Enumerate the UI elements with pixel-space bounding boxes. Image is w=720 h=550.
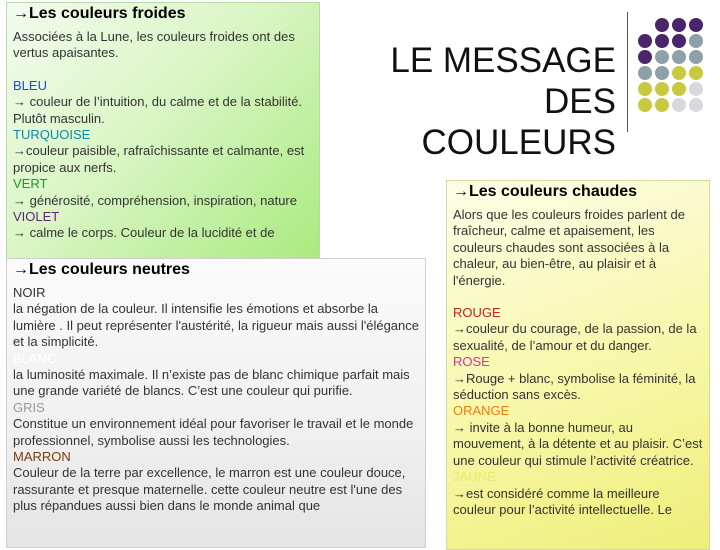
color-description-noir: la négation de la couleur. Il intensifie les émotions et absorbe la lumière . Il peut représenter l'austérité, la rigueur mais aussi l'élégance et la simplicité. [13,301,419,350]
neutral-item-brown [13,449,419,515]
color-name-rouge: ROUGE [453,305,501,321]
title-divider [627,12,628,132]
color-description-vert: → générosité, compréhension, inspiration, nature [13,192,297,208]
dot-icon [689,34,703,48]
dot-icon [638,34,652,48]
color-description-jaune: →est considéré comme la meilleure couleur pour l’activité intellectuelle. Le [453,485,672,517]
warm-item-pink [453,354,703,403]
dot-icon [689,50,703,64]
cold-item-violet [13,209,313,242]
warm-item-orange [453,403,703,469]
warm-colors-box [446,180,710,550]
color-description-gris: Constitue un environnement idéal pour favoriser le travail et le monde professionnel, symbolise aussi les technologies. [13,416,414,448]
color-name-noir: NOIR [13,285,46,300]
dot-icon [655,66,669,80]
color-name-turquoise: TURQUOISE [13,127,91,143]
color-name-jaune: JAUNE [453,469,496,485]
color-name-gris: GRIS [13,399,45,415]
page-title [320,40,616,163]
dot-icon [672,34,686,48]
dot-icon [689,98,703,112]
dot-icon [638,66,652,80]
warm-item-red [453,305,703,354]
dot-icon [672,98,686,112]
dot-icon [672,50,686,64]
neutral-item-black [13,285,419,351]
cold-colors-box [6,2,320,272]
dot-icon [689,66,703,80]
warm-colors-heading: →Les couleurs chaudes [453,183,638,200]
dot-icon [638,98,652,112]
color-name-vert: VERT [13,176,48,192]
dot-icon [689,82,703,96]
neutral-item-white [13,351,419,400]
dot-icon [672,82,686,96]
neutral-colors-box [6,258,426,548]
dot-icon [638,82,652,96]
cold-item-green [13,176,313,209]
dot-icon [655,34,669,48]
decorative-dot-grid [638,18,718,114]
color-name-bleu: BLEU [13,77,47,93]
color-name-orange: ORANGE [453,403,510,419]
dot-icon [638,50,652,64]
color-description-orange: → invite à la bonne humeur, au mouvement, à la détente et au plaisir. C’est une couleur qui stimule l’activité créatrice. [453,419,703,468]
page-title-line2: COULEURS [421,123,616,162]
dot-icon [655,98,669,112]
neutral-colors-heading: →Les couleurs neutres [13,261,190,278]
cold-colors-intro: Associées à la Lune, les couleurs froides ont des vertus apaisantes. [13,29,295,61]
dot-icon [655,18,669,32]
color-name-violet: VIOLET [13,209,60,225]
page-title-line1: LE MESSAGE DES [390,41,616,121]
warm-colors-intro: Alors que les couleurs froides parlent de fraîcheur, calme et apaisement, les couleurs chaudes sont associées à la chaleur, au bien-être, au plaisir et à l'énergie. [453,207,685,288]
color-name-rose: ROSE [453,354,490,370]
color-description-blanc: la luminosité maximale. Il n’existe pas de blanc chimique parfait mais une grande variété de blancs. C’est une couleur qui purifie. [13,367,410,399]
color-description-turquoise: →couleur paisible, rafraîchissante et calmante, est propice aux nerfs. [13,143,305,175]
color-description-rouge: →couleur du courage, de la passion, de la sexualité, de l’amour et du danger. [453,321,697,353]
dot-icon [655,82,669,96]
color-description-violet: → calme le corps. Couleur de la lucidité et de [13,225,275,241]
cold-item-blue [13,78,313,127]
cold-colors-heading: →Les couleurs froides [13,5,186,22]
color-name-marron: MARRON [13,449,71,465]
neutral-item-gray [13,400,419,449]
dot-icon [689,18,703,32]
cold-item-turquoise [13,127,313,176]
color-description-rose: →Rouge + blanc, symbolise la féminité, la séduction sans excès. [453,370,696,403]
color-name-blanc: BLANC [13,350,57,366]
dot-icon [655,50,669,64]
dot-icon [672,18,686,32]
warm-item-yellow [453,469,703,518]
color-description-bleu: → couleur de l’intuition, du calme et de la stabilité. Plutôt masculin. [13,94,303,126]
color-description-marron: Couleur de la terre par excellence, le marron est une couleur douce, rassurante et presque maternelle. cette couleur neutre est l'une des plus répandues aussi bien dans le monde animal que [13,465,406,514]
dot-icon [672,66,686,80]
